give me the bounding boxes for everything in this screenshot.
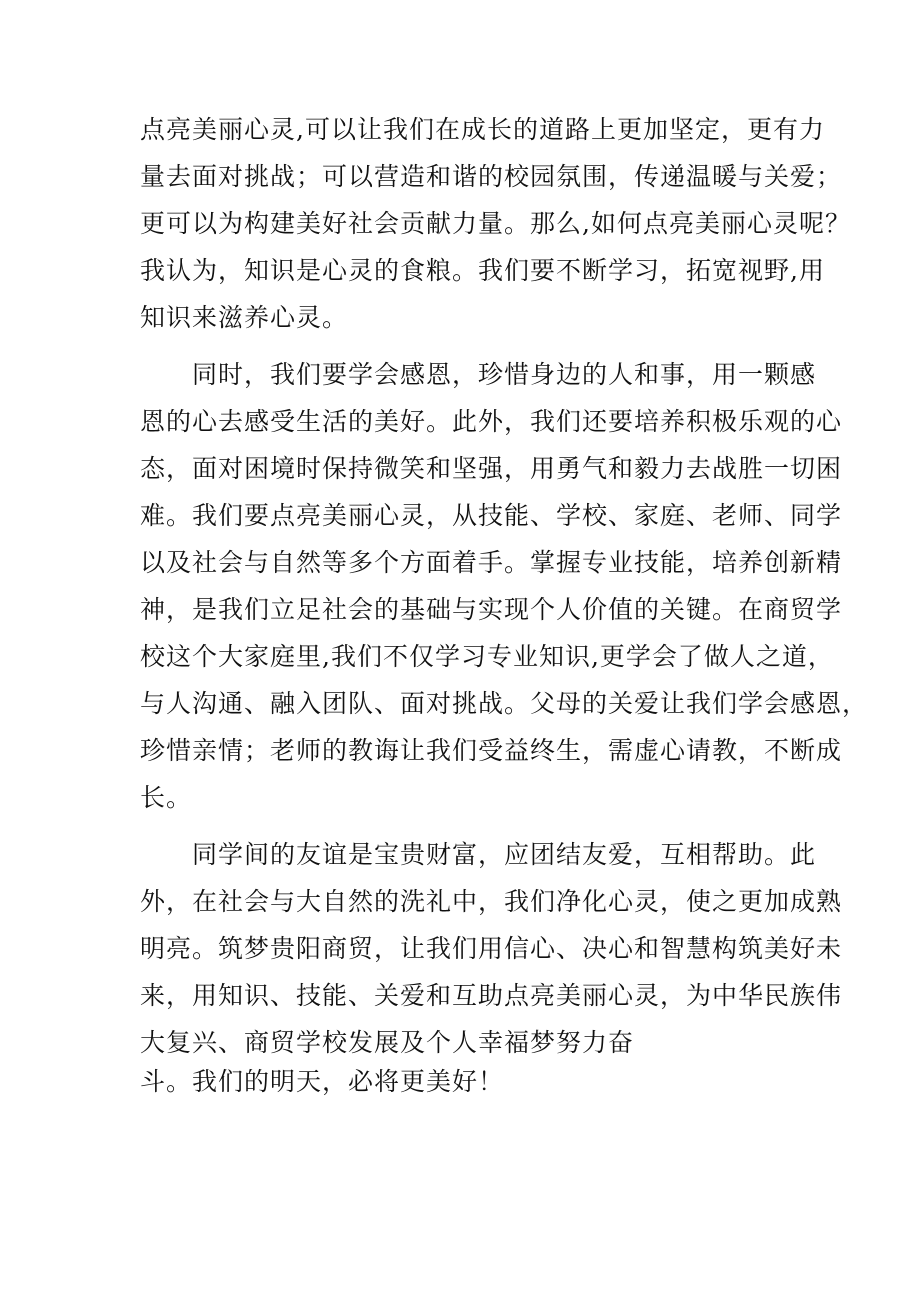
text-line: 更可以为构建美好社会贡献力量。那么,如何点亮美丽心灵呢？ [140, 209, 851, 238]
text-line: 校这个大家庭里,我们不仅学习专业知识,更学会了做人之道， [140, 642, 834, 671]
text-line: 长。 [140, 783, 193, 812]
text-line: 难。我们要点亮美丽心灵，从技能、学校、家庭、老师、同学 [140, 501, 843, 530]
text-line: 与人沟通、融入团队、面对挑战。父母的关爱让我们学会感恩， [140, 689, 869, 718]
text-line: 量去面对挑战；可以营造和谐的校园氛围，传递温暖与关爱； [140, 162, 843, 191]
paragraph-start-line: 同时，我们要学会感恩，珍惜身边的人和事，用一颗感 [192, 360, 817, 389]
text-line: 神，是我们立足社会的基础与实现个人价值的关键。在商贸学 [140, 595, 843, 624]
text-line: 大复兴、商贸学校发展及个人幸福梦努力奋 [140, 1028, 635, 1057]
text-line: 斗。我们的明天，必将更美好！ [140, 1067, 505, 1096]
text-line: 我认为，知识是心灵的食粮。我们要不断学习，拓宽视野,用 [140, 256, 825, 285]
text-line: 外，在社会与大自然的洗礼中，我们净化心灵，使之更加成熟 [140, 887, 843, 916]
text-line: 恩的心去感受生活的美好。此外，我们还要培养积极乐观的心 [140, 407, 843, 436]
text-line: 以及社会与自然等多个方面着手。掌握专业技能，培养创新精 [140, 548, 843, 577]
text-line: 来，用知识、技能、关爱和互助点亮美丽心灵，为中华民族伟 [140, 981, 843, 1010]
text-line: 知识来滋养心灵。 [140, 303, 349, 332]
text-line: 点亮美丽心灵,可以让我们在成长的道路上更加坚定，更有力 [140, 115, 825, 144]
text-line: 明亮。筑梦贵阳商贸，让我们用信心、决心和智慧构筑美好未 [140, 934, 843, 963]
paragraph-start-line: 同学间的友谊是宝贵财富，应团结友爱，互相帮助。此 [192, 840, 817, 869]
text-line: 态，面对困境时保持微笑和坚强，用勇气和毅力去战胜一切困 [140, 454, 843, 483]
text-line: 珍惜亲情；老师的教诲让我们受益终生，需虚心请教，不断成 [140, 736, 843, 765]
